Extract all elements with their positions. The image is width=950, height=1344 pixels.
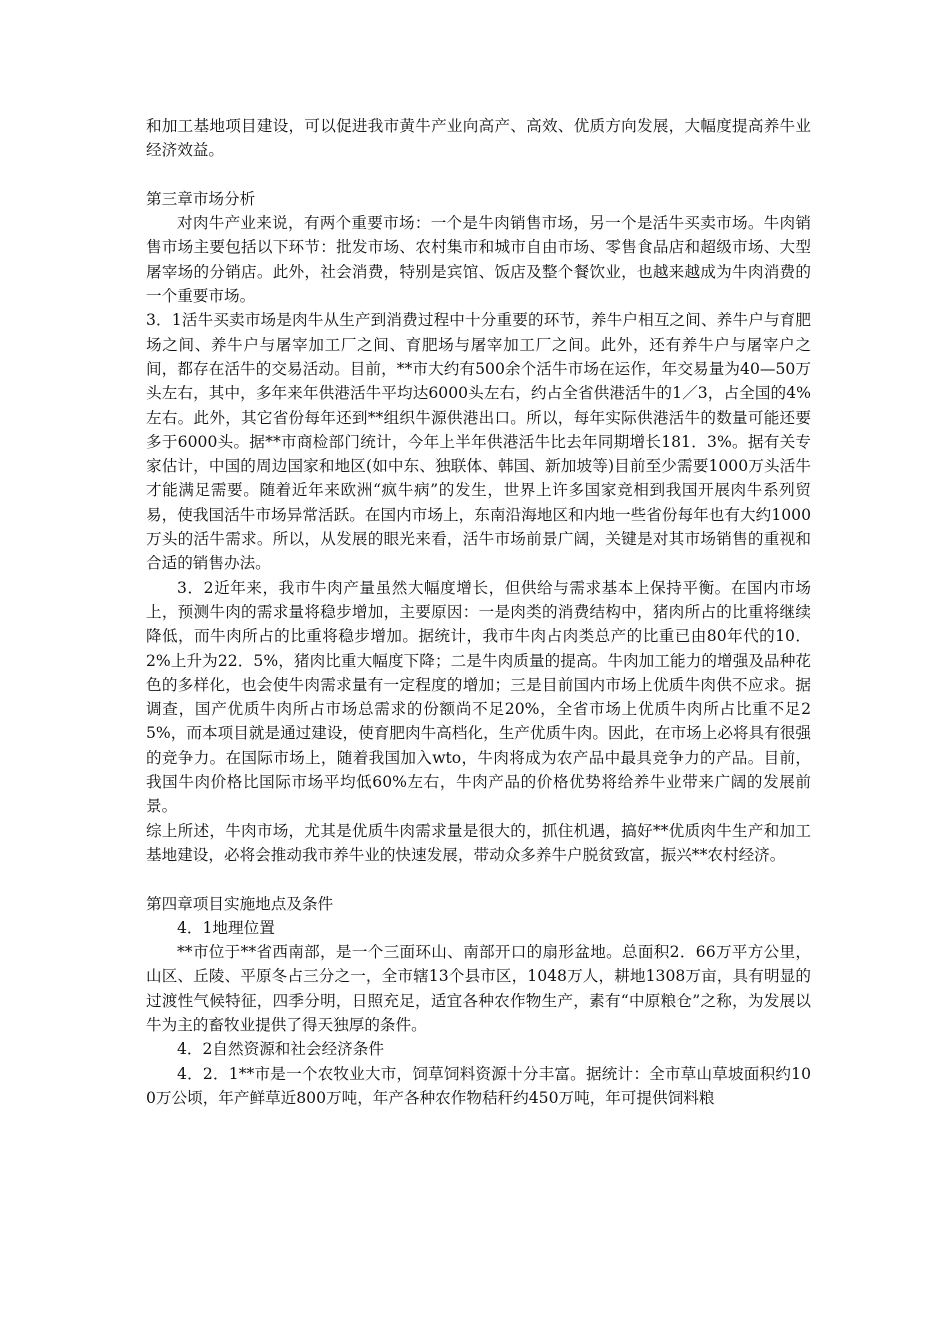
chapter-3-paragraph-1: 对肉牛产业来说，有两个重要市场：一个是牛肉销售市场，另一个是活牛买卖市场。牛肉销售市场主要包括以下环节：批发市场、农村集市和城市自由市场、零售食品店和超级市场、大型屠宰场的分销店。此外，社会消费，特别是宾馆、饭店及整个餐饮业，也越来越成为牛肉消费的一个重要市场。 (146, 214, 811, 306)
blank-line (146, 867, 811, 891)
chapter-3-paragraph-live-cattle: 3．1活牛买卖市场是肉牛从生产到消费过程中十分重要的环节，养牛户相互之间、养牛户与育肥场之间、养牛户与屠宰加工厂之间、育肥场与屠宰加工厂之间。此外，还有养牛户与屠宰户之间，都存在活牛的交易活动。目前，**市大约有500余个活牛市场在运作，年交易量为40—50万头左右，其中，多年来年供港活牛平均达6000头左右，约占全省供港活牛的1／3，占全国的4%左右。此外，其它省份每年还到**组织牛源供港出口。所以，每年实际供港活牛的数量可能还要多于6000头。据**市商检部门统计，今年上半年供港活牛比去年同期增长181．3%。据有关专家估计，中国的周边国家和地区(如中东、独联体、韩国、新加坡等)目前至少需要1000万头活牛才能满足需要。随着近年来欧洲“疯牛病”的发生，世界上许多国家竞相到我国开展肉牛系列贸易，使我国活牛市场异常活跃。在国内市场上，东南沿海地区和内地一些省份每年也有大约1000万头的活牛需求。所以，从发展的眼光来看，活牛市场前景广阔，关键是对其市场销售的重视和合适的销售办法。 (146, 311, 811, 573)
section-4-1-title: 4．1地理位置 (177, 918, 275, 937)
section-4-2-1-paragraph: 4．2．1**市是一个农牧业大市，饲草饲料资源十分丰富。据统计：全市草山草坡面积约100万公顷，年产鲜草近800万吨，年产各种农作物秸秆约450万吨，年可提供饲料粮 (146, 1064, 811, 1107)
chapter-4-title: 第四章项目实施地点及条件 (146, 894, 334, 913)
chapter-3-paragraph-beef-demand: 3．2近年来，我市牛肉产量虽然大幅度增长，但供给与需求基本上保持平衡。在国内市场上，预测牛肉的需求量将稳步增加，主要原因：一是肉类的消费结构中，猪肉所占的比重将继续降低，而牛肉所占的比重将稳步增加。据统计，我市牛肉占肉类总产的比重已由80年代的10．2%上升为22．5%，猪肉比重大幅度下降；二是牛肉质量的提高。牛肉加工能力的增强及品种花色的多样化，也会使牛肉需求量有一定程度的增加；三是目前国内市场上优质牛肉供不应求。据调查，国产优质牛肉所占市场总需求的份额尚不足20%，全省市场上优质牛肉所占比重不足25%，而本项目就是通过建设，使育肥肉牛高档化，生产优质牛肉。因此，在市场上必将具有很强的竞争力。在国际市场上，随着我国加入wto，牛肉将成为农产品中最具竞争力的产品。目前，我国牛肉价格比国际市场平均低60%左右，牛肉产品的价格优势将给养牛业带来广阔的发展前景。 (146, 578, 811, 816)
chapter-3-summary-paragraph: 综上所述，牛肉市场，尤其是优质牛肉需求量是很大的，抓住机遇，搞好**优质肉牛生产和加工基地建设，必将会推动我市养牛业的快速发展，带动众多养牛户脱贫致富，振兴**农村经济。 (146, 821, 811, 864)
section-4-2-title: 4．2自然资源和社会经济条件 (177, 1040, 384, 1059)
section-4-1-paragraph: **市位于**省西南部，是一个三面环山、南部开口的扇形盆地。总面积2．66万平方公里，山区、丘陵、平原冬占三分之一，全市辖13个县市区，1048万人，耕地1308万亩，具有明显的过渡性气候特征，四季分明，日照充足，适宜各种农作物生产，素有“中原粮仓”之称，为发展以牛为主的畜牧业提供了得天独厚的条件。 (146, 943, 811, 1034)
blank-line (146, 163, 811, 187)
document-page (146, 114, 811, 1110)
intro-paragraph: 和加工基地项目建设，可以促进我市黄牛产业向高产、高效、优质方向发展，大幅度提高养牛业经济效益。 (146, 117, 811, 160)
chapter-3-title: 第三章市场分析 (146, 189, 256, 208)
